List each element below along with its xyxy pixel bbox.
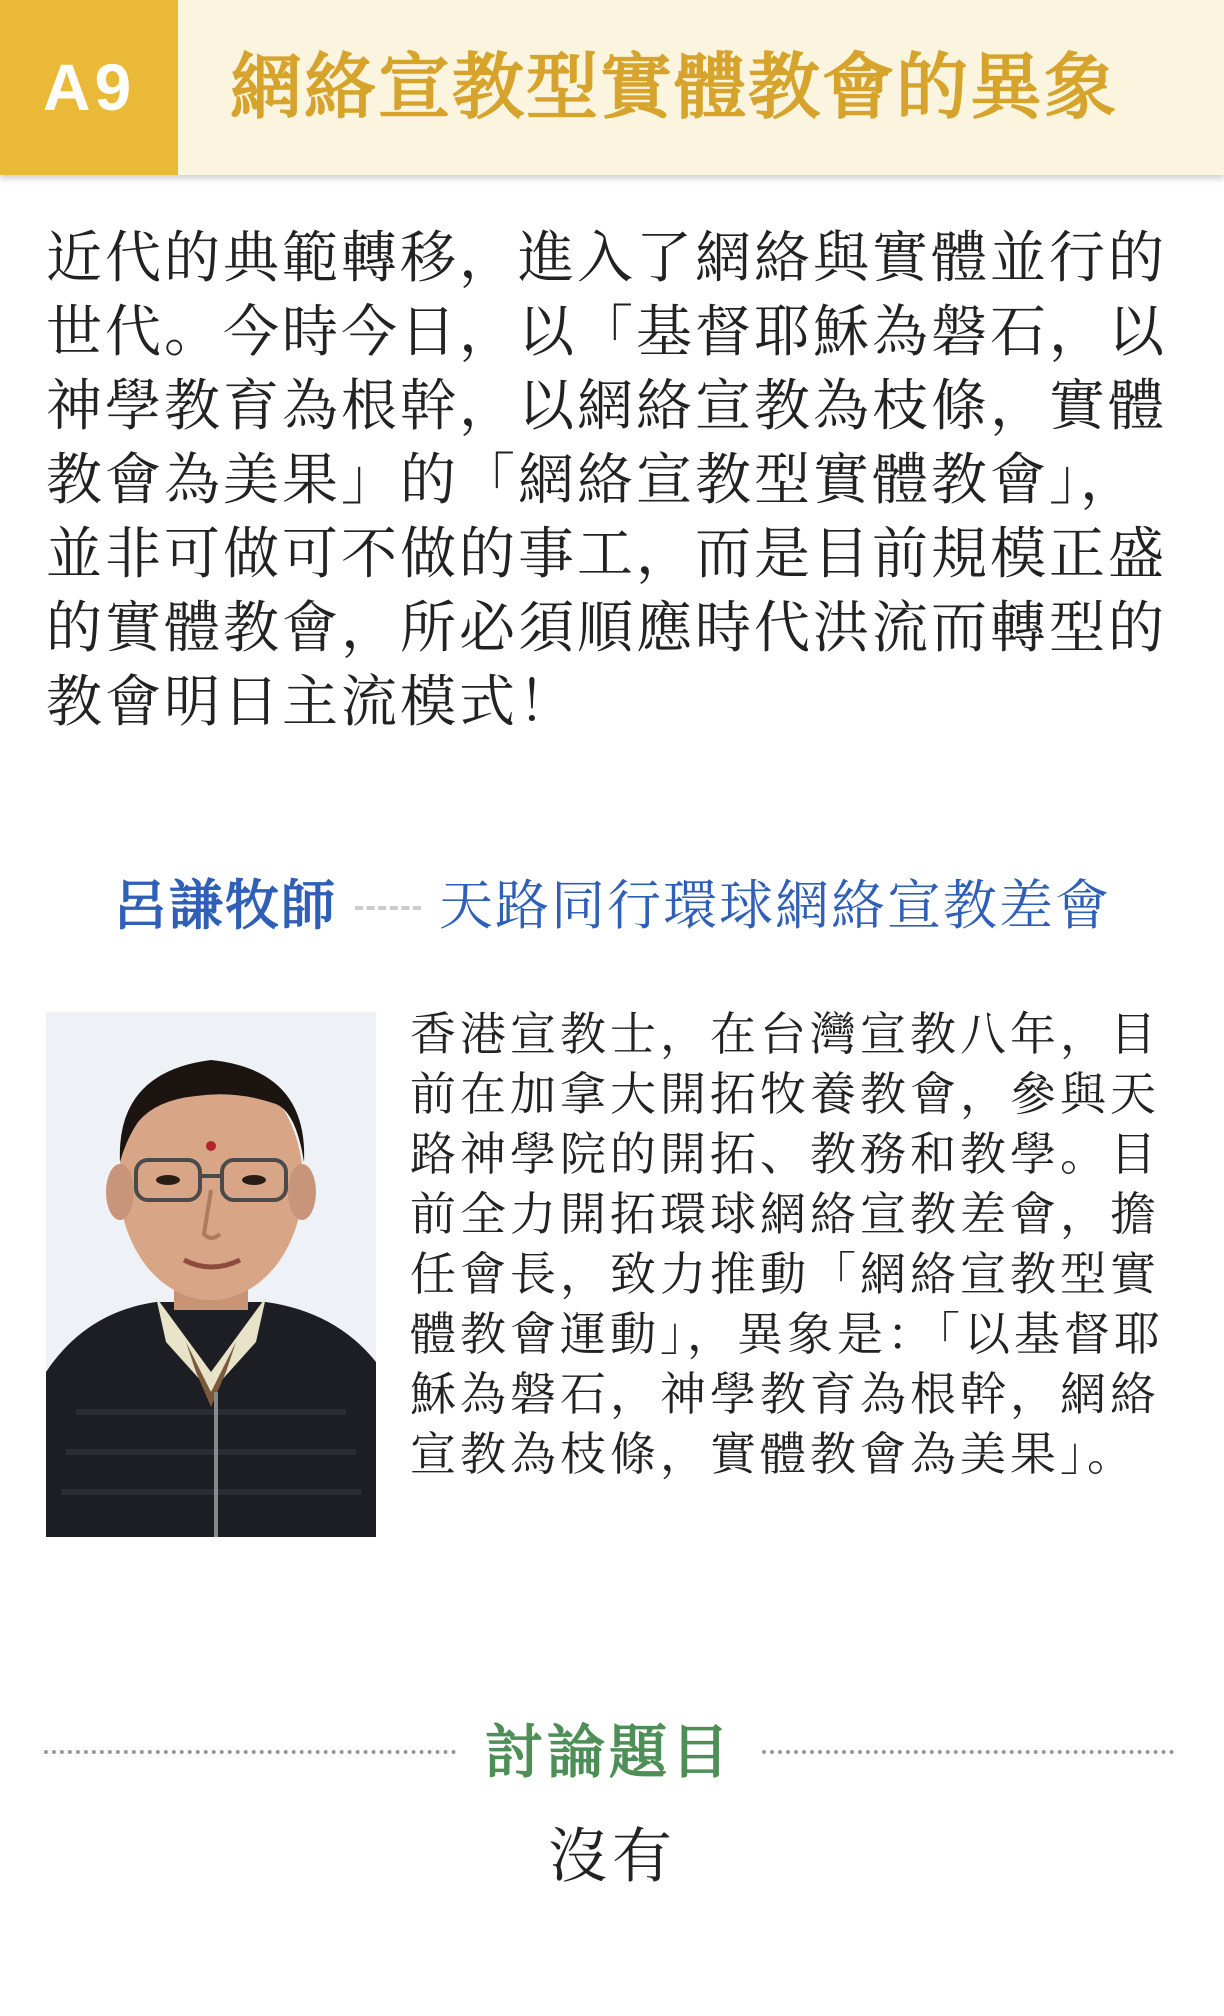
speaker-portrait <box>46 1012 376 1537</box>
page-header <box>0 0 1224 175</box>
discussion-heading: 討論題目 <box>484 1718 733 1786</box>
section-code-badge <box>0 0 178 175</box>
section-code: A9 <box>42 50 136 124</box>
speaker-bio: 香港宣教士，在台灣宣教八年，目前在加拿大開拓牧養教會，參與天路神學院的開拓、教務和教學。目前全力開拓環球網絡宣教差會，擔任會長，致力推動「網絡宣教型實體教會運動」，異象是：「以基督耶穌為磐石，神學教育為根幹，網絡宣教為枝條，實體教會為美果」。 <box>410 1007 1164 1481</box>
dotted-divider-right <box>762 1750 1174 1754</box>
discussion-answer: 沒有 <box>548 1822 676 1892</box>
byline-dash-divider <box>355 866 421 946</box>
page-title: 網絡宣教型實體教會的異象 <box>230 45 1119 129</box>
speaker-photo <box>46 1012 376 1537</box>
speaker-byline <box>0 866 1224 946</box>
discussion-heading-row <box>0 1712 1224 1792</box>
dotted-divider-left <box>44 1750 456 1754</box>
speaker-organization: 天路同行環球網絡宣教差會 <box>439 874 1111 937</box>
intro-paragraph: 近代的典範轉移，進入了網絡與實體並行的世代。今時今日，以「基督耶穌為磐石，以神學教育為根幹，以網絡宣教為枝條，實體教會為美果」的「網絡宣教型實體教會」，並非可做可不做的事工，而是目前規模正盛的實體教會，所必須順應時代洪流而轉型的教會明日主流模式！ <box>46 226 1167 735</box>
speaker-name: 呂謙牧師 <box>113 874 337 937</box>
